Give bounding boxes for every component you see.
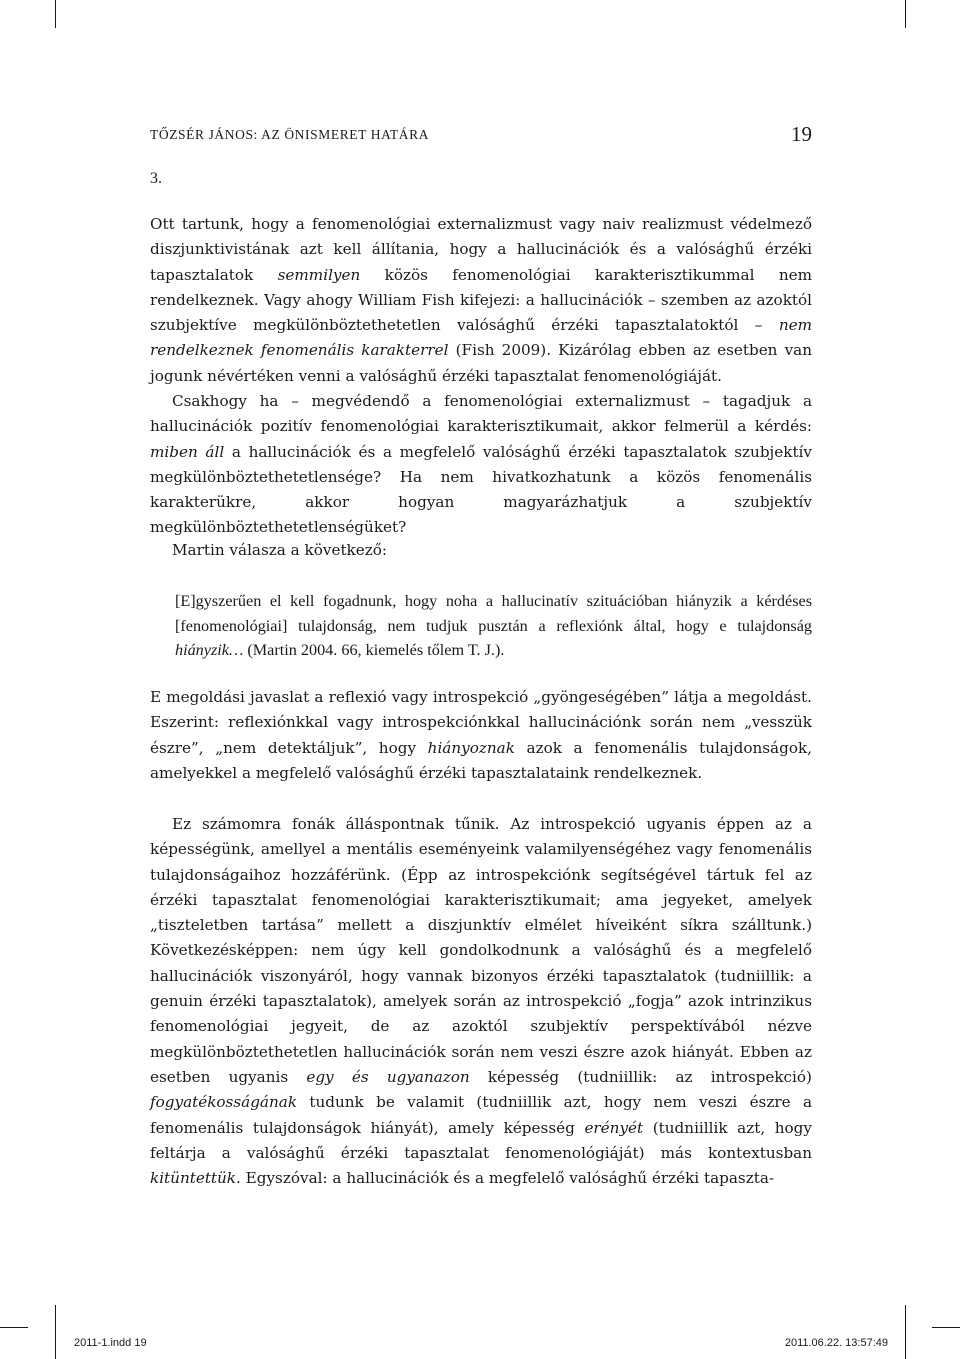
- emphasis: fogyatékosságának: [150, 1093, 298, 1112]
- emphasis: kitüntettük: [150, 1169, 237, 1188]
- paragraph-4: E megoldási javaslat a reflexió vagy introspekció „gyöngeségében” látja a megoldást. Eszerint: reflexiónkkal vagy introspekciónkkal hallucinációnk során nem „vesszük észre”, „nem detektáljuk”, hogy hiányoznak azok a fenomenális tulajdonságok, amelyekkel a megfelelő valósághű érzéki tapasztalataink rendelkeznek.: [150, 688, 812, 782]
- emphasis: hiányzik…: [175, 641, 244, 659]
- emphasis: hiányoznak: [427, 738, 515, 757]
- emphasis: erényét: [584, 1118, 644, 1137]
- crop-mark-bottom-line-left: [0, 1327, 28, 1328]
- paragraph-2: Csakhogy ha – megvédendő a fenomenológiai externalizmust – tagadjuk a hallucinációk pozitív fenomenológiai karakterisztikumait, akkor felmerül a kérdés: miben áll a hallucinációk és a megfelelő valósághű érzéki tapasztalatok szubjektív megkülönböztethetetlensége? Ha nem hivatkozhatunk a közös fenomenális karakterükre, akkor hogyan magyarázhatjuk a szubjektív megkülönböztethetetlenségüket?: [150, 392, 812, 537]
- crop-mark-top-left: [55, 0, 56, 28]
- crop-mark-bottom-line-right: [932, 1327, 960, 1328]
- paragraph-1: Ott tartunk, hogy a fenomenológiai externalizmust vagy naiv realizmust védelmező diszjunktivistának azt kell állítania, hogy a hallucinációk és a valósághű érzéki tapasztalatok semmilyen közös fenomenológiai karakterisztikummal nem rendelkeznek. Vagy ahogy William Fish kifejezi: a hallucinációk – szemben az azoktól szubjektíve megkülönböztethetetlen valósághű érzéki tapasztalatoktól – nem rendelkeznek fenomenális karakterrel (Fish 2009). Kizárólag ebben az esetben van jogunk névértéken venni a valósághű érzéki tapasztalat fenomenológiáját.: [150, 215, 812, 385]
- footer-file: 2011-1.indd 19: [74, 1337, 147, 1349]
- emphasis: miben áll: [150, 442, 225, 461]
- paragraph-5: Ez számomra fonák álláspontnak tűnik. Az introspekció ugyanis éppen az a képességünk, amellyel a mentális eseményeink valamilyenségéhez vagy fenomenális tulajdonságaihoz hozzáférünk. (Épp az introspekciónk segítségével tártuk fel az érzéki tapasztalat fenomenológiai karakterisztikumait; ama jegyeket, amelyek „tiszteletben tartása” mellett a diszjunktív elmélet híveiként síkra szálltunk.) Következésképpen: nem úgy kell gondolkodnunk a valósághű és a megfelelő hallucinációk viszonyáról, hogy vannak bizonyos érzéki tapasztalatok (tudniillik: a genuin érzéki tapasztalatok), amelyek során az introspekció „fogja” azok intrinzikus fenomenológiai jegyeit, de az azoktól szubjektív perspektívából nézve megkülönböztethetetlen hallucinációk során nem veszi észre azok hiányát. Ebben az esetben ugyanis egy és ugyanazon képesség (tudniillik: az introspekció) fogyatékosságának tudunk be valamit (tudniillik azt, hogy nem veszi észre a fenomenális tulajdonságok hiányát), amely képesség erényét (tudniillik azt, hogy feltárja a valósághű érzéki tapasztalat fenomenológiáját) más kontextusban kitüntettük. Egyszóval: a hallucinációk és a megfelelő valósághű érzéki tapaszta-: [150, 815, 812, 1188]
- page-header: [150, 122, 812, 152]
- running-head: TŐZSÉR JÁNOS: AZ ÖNISMERET HATÁRA: [150, 127, 430, 142]
- crop-mark-bottom-right: [905, 1305, 906, 1359]
- emphasis: semmilyen: [277, 265, 361, 284]
- paragraph-3: Martin válasza a következő:: [172, 541, 388, 559]
- emphasis: egy és ugyanazon: [306, 1067, 470, 1086]
- section-number: 3.: [150, 170, 162, 187]
- block-quote: [E]gyszerűen el kell fogadnunk, hogy noha a hallucinatív szituációban hiányzik a kérdéses [fenomenológiai] tulajdonság, nem tudjuk pusztán a reflexiónk által, hogy e tulajdonság hiányzik… (Martin 2004. 66, kiemelés tőlem T. J.).: [175, 592, 812, 659]
- emphasis: nem rendelkeznek fenomenális karakterrel: [150, 316, 812, 360]
- crop-mark-top-right: [905, 0, 906, 28]
- page-number: 19: [791, 122, 812, 146]
- crop-mark-bottom-left: [55, 1305, 56, 1359]
- footer-datetime: 2011.06.22. 13:57:49: [784, 1337, 888, 1349]
